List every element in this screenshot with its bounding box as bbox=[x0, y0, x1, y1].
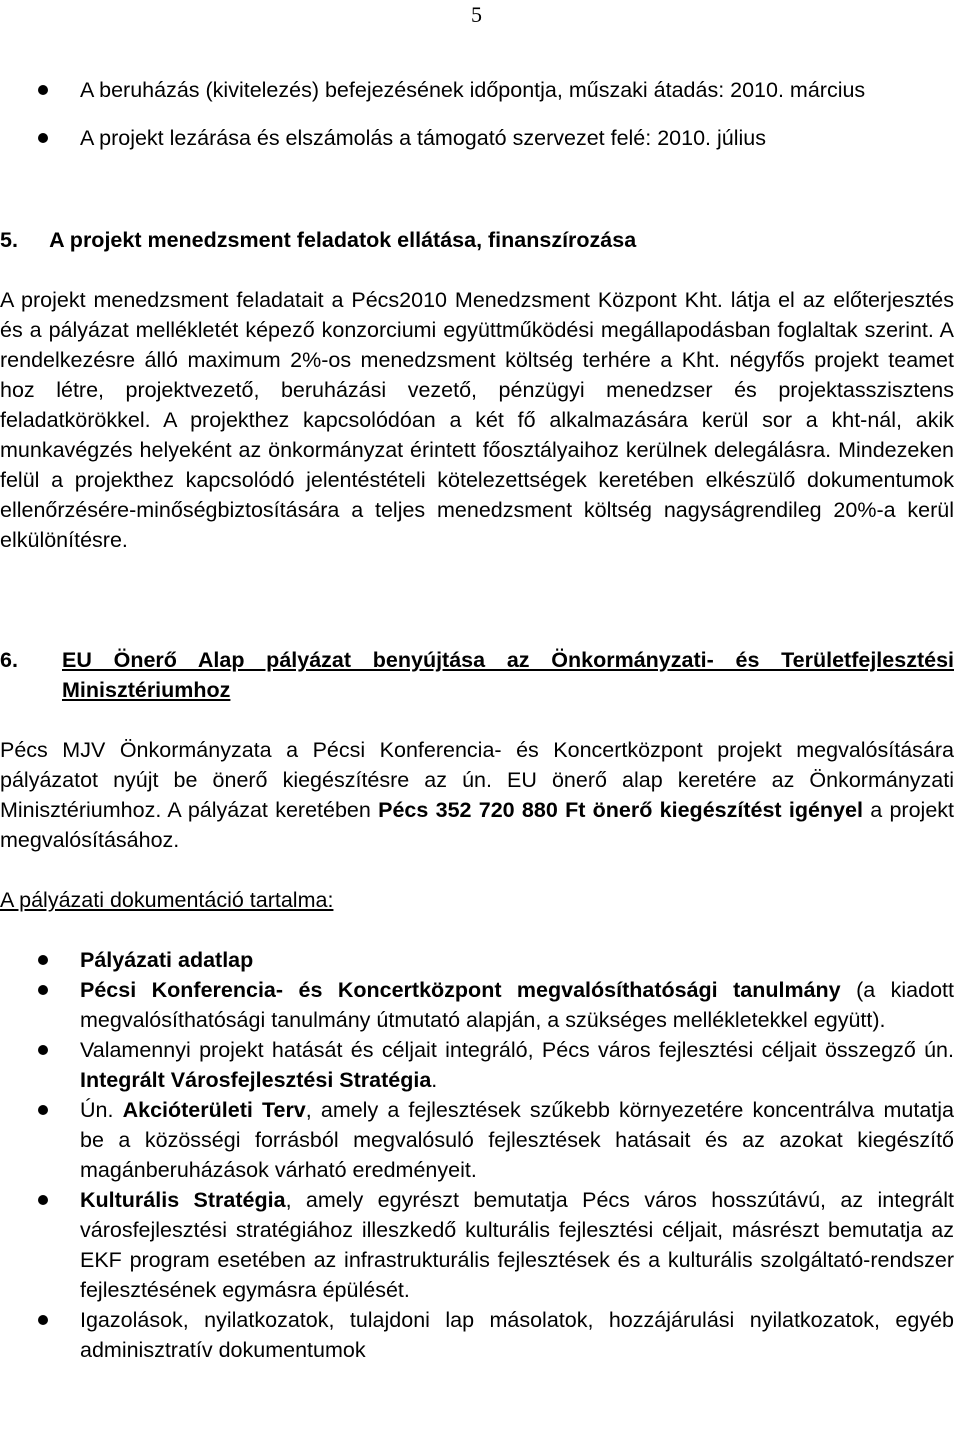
section-number: 5. bbox=[0, 228, 18, 252]
paragraph-text: Pécs MJV Önkormányzata a Pécsi Konferencia- és Koncertközpont projekt megvalósítására pályázatot nyújt be önerő kiegészítésre az ún. EU önerő alap keretére az Önkormányzati Minisztériumhoz. A pályázat keretében bbox=[0, 738, 954, 822]
list-item-text: Ún. bbox=[80, 1098, 123, 1122]
list-item bbox=[0, 1035, 960, 1095]
section-6-heading bbox=[0, 645, 954, 705]
list-item bbox=[0, 123, 960, 153]
section-6-paragraph bbox=[0, 735, 954, 855]
bullet-icon bbox=[38, 133, 48, 143]
bullet-icon bbox=[38, 1105, 48, 1115]
list-item-title: Pécsi Konferencia- és Koncertközpont megvalósíthatósági tanulmány bbox=[80, 978, 841, 1002]
list-item bbox=[0, 975, 960, 1035]
list-item-title: Akcióterületi Terv bbox=[122, 1098, 306, 1122]
list-item-title: Kulturális Stratégia bbox=[80, 1188, 286, 1212]
list-item-title: Integrált Városfejlesztési Stratégia bbox=[80, 1068, 432, 1092]
bullet-icon bbox=[38, 85, 48, 95]
requested-amount: Pécs 352 720 880 Ft önerő kiegészítést igényel bbox=[378, 798, 863, 822]
list-item-end: . bbox=[431, 1068, 438, 1092]
documentation-list bbox=[0, 945, 960, 1365]
page-number: 5 bbox=[471, 2, 482, 27]
list-item-text: (a kiadott megvalósíthatósági tanulmány útmutató alapján, a szükséges mellékletekkel együtt). bbox=[80, 978, 954, 1032]
bullet-icon bbox=[38, 955, 48, 965]
list-item bbox=[0, 1095, 960, 1185]
list-item-text: Pályázati adatlap bbox=[80, 948, 254, 972]
list-item bbox=[0, 1305, 960, 1365]
list-item-text: , amely a fejlesztések szűkebb környezetére koncentrálva mutatja be a közösségi forrásból megvalósuló fejlesztések hatásait és az azokat kiegészítő magánberuházások várható eredményeit. bbox=[80, 1098, 954, 1182]
timeline-bullet-list bbox=[0, 75, 960, 153]
list-item bbox=[0, 75, 960, 105]
bullet-icon bbox=[38, 1195, 48, 1205]
section-5-heading bbox=[0, 225, 636, 255]
section-number: 6. bbox=[0, 648, 18, 672]
list-item-text: A projekt lezárása és elszámolás a támogató szervezet felé: 2010. július bbox=[80, 126, 766, 150]
list-item bbox=[0, 1185, 960, 1305]
list-item-text: Valamennyi projekt hatását és céljait integráló, Pécs város fejlesztési céljait összegző ún. bbox=[80, 1038, 954, 1062]
section-5-paragraph: A projekt menedzsment feladatait a Pécs2010 Menedzsment Központ Kht. látja el az előterjesztés és a pályázat mellékletét képező konzorciumi együttműködési megállapodásban foglaltak szerint. A rendelkezésre álló maximum 2%-os menedzsment költség terhére a Kht. négyfős projekt teamet hoz létre, projektvezető, beruházási vezető, pénzügyi menedzser és projektasszisztens feladatkörökkel. A projekthez kapcsolódóan a két fő alkalmazására kerül sor a kht-nál, akik munkavégzés helyeként az önkormányzat érintett főosztályaihoz kerülnek delegálásra. Mindezeken felül a projekthez kapcsolódó jelentéstételi kötelezettségek keretében elkészülő dokumentumok ellenőrzésére-minőségbiztosítására a teljes menedzsment költség nagyságrendileg 20%-a kerül elkülönítésre. bbox=[0, 288, 954, 552]
list-item bbox=[0, 945, 960, 975]
list-item-text: , amely egyrészt bemutatja Pécs város hosszútávú, az integrált városfejlesztési stratégiához illeszkedő kulturális fejlesztési céljait, másrészt bemutatja az EKF program esetében az infrastrukturális fejlesztések és a kulturális szolgáltató-rendszer fejlesztésének egymásra épülését. bbox=[80, 1188, 954, 1302]
section-title: A projekt menedzsment feladatok ellátása, finanszírozása bbox=[49, 228, 637, 252]
bullet-icon bbox=[38, 985, 48, 995]
documentation-title: A pályázati dokumentáció tartalma: bbox=[0, 888, 334, 912]
list-item-text: A beruházás (kivitelezés) befejezésének időpontja, műszaki átadás: 2010. március bbox=[80, 78, 866, 102]
bullet-icon bbox=[38, 1315, 48, 1325]
bullet-icon bbox=[38, 1045, 48, 1055]
list-item-text: Igazolások, nyilatkozatok, tulajdoni lap másolatok, hozzájárulási nyilatkozatok, egyéb adminisztratív dokumentumok bbox=[80, 1308, 954, 1362]
section-title: EU Önerő Alap pályázat benyújtása az Önkormányzati- és Területfejlesztési Minisztériumhoz bbox=[62, 648, 954, 702]
paragraph-text: a projekt megvalósításához. bbox=[0, 798, 954, 852]
